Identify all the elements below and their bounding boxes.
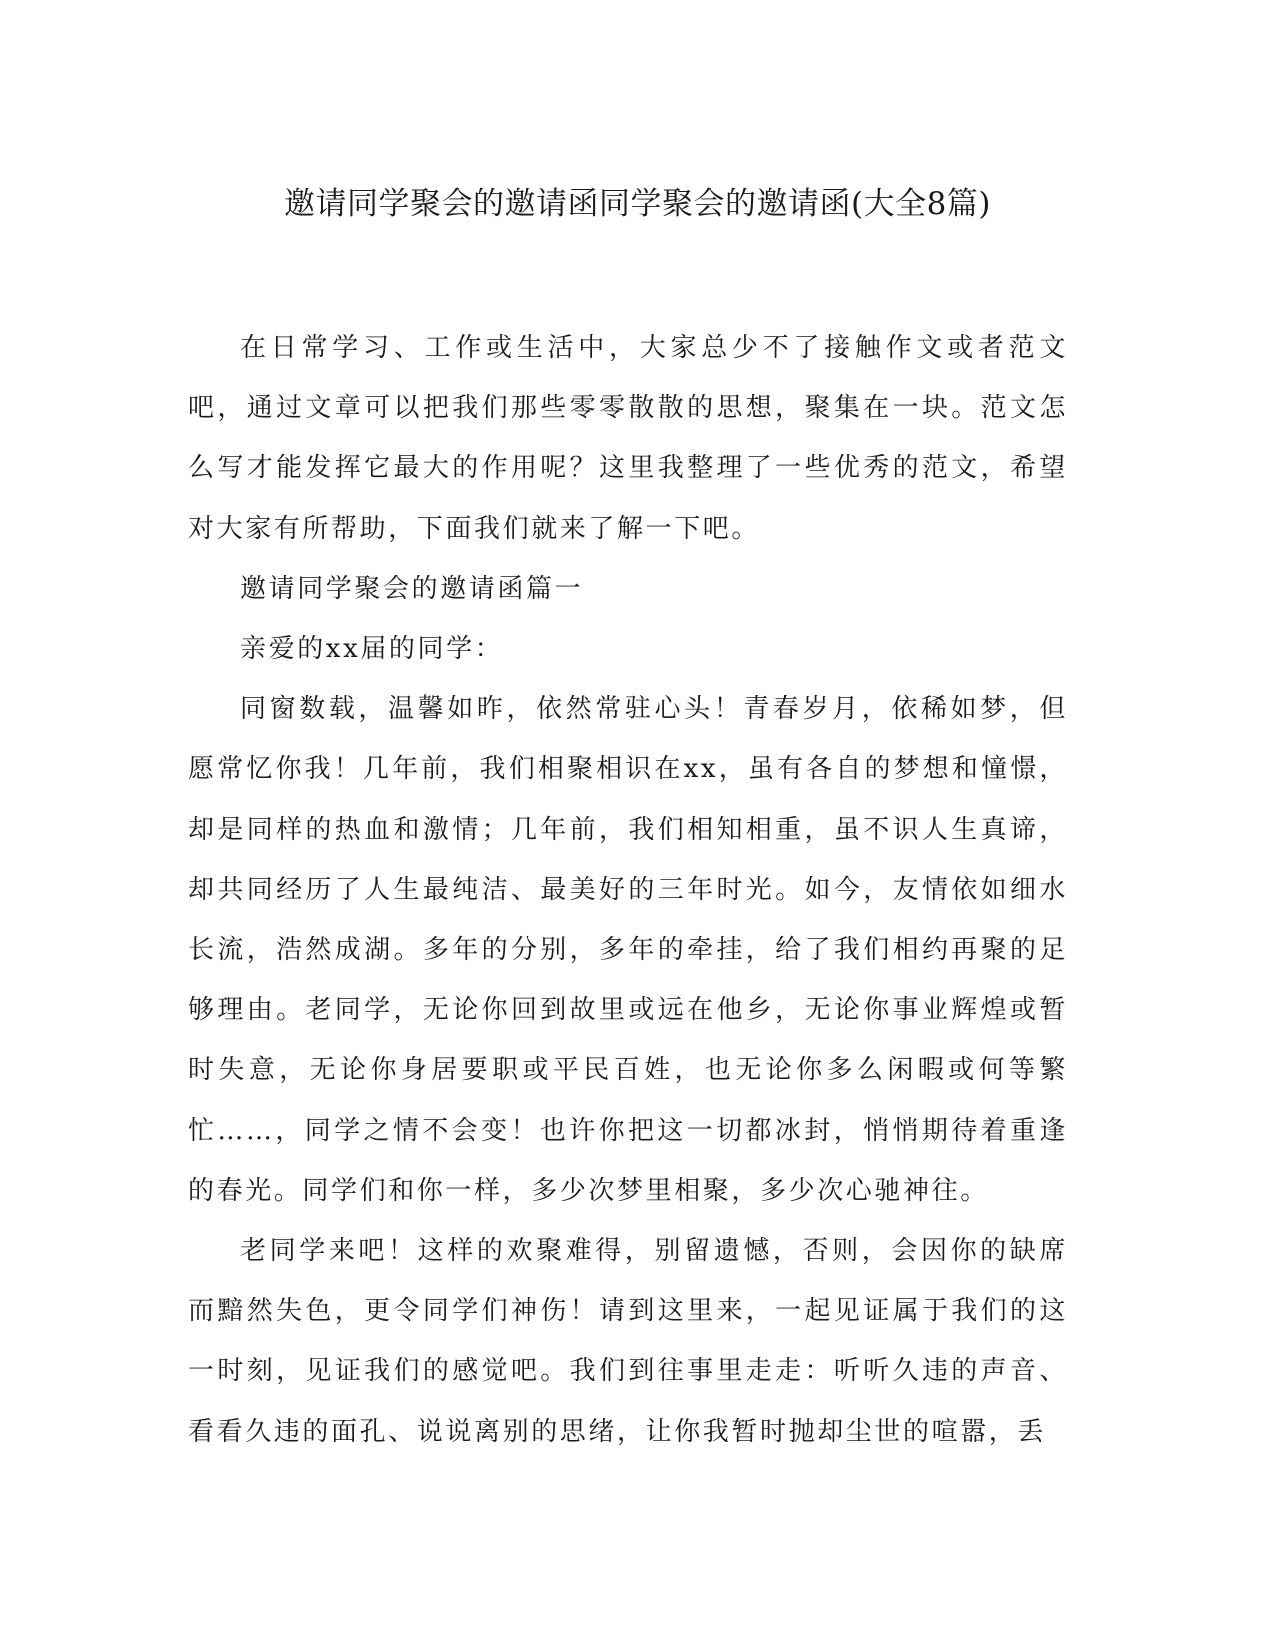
document-title: 邀请同学聚会的邀请函同学聚会的邀请函(大全8篇)	[284, 186, 991, 222]
salutation: 亲爱的xx届的同学：	[240, 634, 504, 665]
body-paragraph: 老同学来吧！这样的欢聚难得，别留遗憾，否则，会因你的缺席而黯然失色，更令同学们神伤！请到这里来，一起见证属于我们的这一时刻，见证我们的感觉吧。我们到往事里走走：听听久违的声音、看看久违的面孔、说说离别的思绪，让你我暂时抛却尘世的喧嚣，丢	[188, 1236, 1068, 1447]
intro-paragraph: 在日常学习、工作或生活中，大家总少不了接触作文或者范文吧，通过文章可以把我们那些零零散散的思想，聚集在一块。范文怎么写才能发挥它最大的作用呢？这里我整理了一些优秀的范文，希望对大家有所帮助，下面我们就来了解一下吧。	[188, 333, 1068, 544]
body-paragraph: 同窗数载，温馨如昨，依然常驻心头！青春岁月，依稀如梦，但愿常忆你我！几年前，我们相聚相识在xx，虽有各自的梦想和憧憬，却是同样的热血和激情；几年前，我们相知相重，虽不识人生真谛，却共同经历了人生最纯洁、最美好的三年时光。如今，友情依如细水长流，浩然成湖。多年的分别，多年的牵挂，给了我们相约再聚的足够理由。老同学，无论你回到故里或远在他乡，无论你事业辉煌或暂时失意，无论你身居要职或平民百姓，也无论你多么闲暇或何等繁忙……，同学之情不会变！也许你把这一切都冰封，悄悄期待着重逢的春光。同学们和你一样，多少次梦里相聚，多少次心驰神往。	[188, 694, 1068, 1206]
section-heading: 邀请同学聚会的邀请函篇一	[240, 573, 584, 604]
document-body	[188, 318, 1068, 1462]
